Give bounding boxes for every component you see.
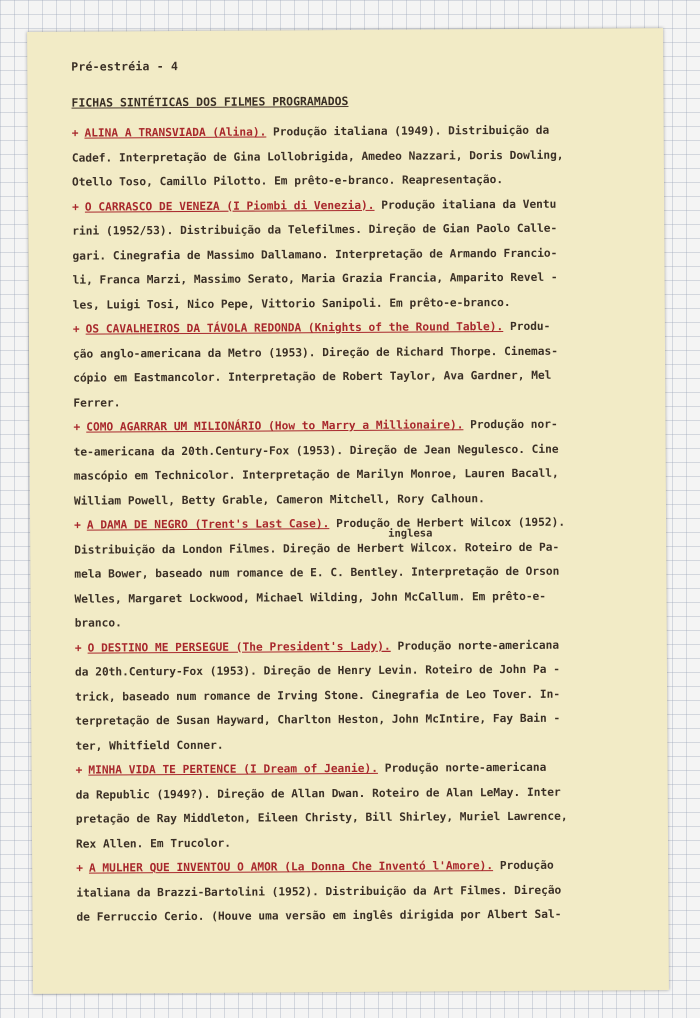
- page-header: Pré-estréia - 4: [71, 59, 179, 74]
- entry-line: mascópio em Technicolor. Interpretação de Marilyn Monroe, Lauren Bacall,: [73, 466, 559, 483]
- film-entry: [74, 510, 641, 636]
- film-entry: [76, 853, 642, 930]
- film-title: A MULHER QUE INVENTOU O AMOR (La Donna Che Inventó l'Amore).: [88, 859, 494, 875]
- entry-marker: +: [71, 126, 79, 140]
- film-title: O DESTINO ME PERSEGUE (The President's Lady).: [87, 639, 391, 655]
- handwritten-insertion: inglesa: [388, 527, 433, 540]
- entry-text: Produção italiana da Ventu: [374, 197, 557, 212]
- entry-text: Produção norte-americana: [390, 638, 560, 653]
- entry-line: cópio em Eastmancolor. Interpretação de Robert Taylor, Ava Gardner, Mel: [73, 368, 552, 385]
- entry-marker: +: [75, 763, 83, 777]
- entry-line: da 20th.Century-Fox (1953). Direção de Henry Levin. Roteiro de John Pa -: [74, 662, 560, 679]
- entry-first-line: [76, 853, 642, 881]
- entry-line: Otello Toso, Camillo Pilotto. Em prêto-e-branco. Reapresentação.: [71, 173, 504, 189]
- entry-marker: +: [76, 861, 83, 875]
- entry-text: Produção de Herbert Wilcox (1952).: [329, 515, 566, 531]
- entry-line: William Powell, Betty Grable, Cameron Mitchell, Rory Calhoun.: [73, 491, 485, 508]
- entry-line: Ferrer.: [73, 395, 121, 410]
- entry-marker: +: [74, 641, 82, 655]
- entry-text: Produção: [493, 858, 554, 873]
- entry-text: Produção norte-americana: [377, 760, 547, 775]
- entry-marker: +: [72, 322, 80, 336]
- film-title: ALINA A TRANSVIADA (Alina).: [84, 125, 267, 140]
- entry-marker: +: [74, 518, 81, 532]
- entry-line: da Republic (1949?). Direção de Allan Dwan. Roteiro de Alan LeMay. Inter: [75, 785, 561, 802]
- film-entry: [76, 755, 643, 856]
- film-title: MINHA VIDA TE PERTENCE (I Dream of Jeanie).: [88, 761, 378, 777]
- entry-line: Cadef. Interpretação de Gina Lollobrigida, Amedeo Nazzari, Doris Dowling,: [71, 148, 564, 165]
- film-title: OS CAVALHEIROS DA TÁVOLA REDONDA (Knights of the Round Table).: [85, 320, 504, 336]
- section-title: FICHAS SINTÉTICAS DOS FILMES PROGRAMADOS: [71, 93, 349, 110]
- entry-first-line: [76, 755, 642, 783]
- entry-line: te-americana da 20th.Century-Fox (1953). Direção de Jean Negulesco. Cine: [73, 442, 559, 459]
- entry-first-line: [72, 118, 638, 146]
- entry-line: Welles, Margaret Lockwood, Michael Wilding, John McCallum. Em prêto-e-: [74, 589, 547, 606]
- entry-line: pretação de Ray Middleton, Eileen Christy, Bill Shirley, Muriel Lawrence,: [75, 809, 568, 826]
- entry-line: gari. Cinegrafia de Massimo Dallamano. Interpretação de Armando Franciо-: [72, 246, 558, 263]
- typewritten-page: [27, 28, 669, 994]
- entry-line: trick, baseado num romance de Irving Stone. Cinegrafia de Leo Tover. In-: [75, 687, 561, 704]
- entry-first-line: [74, 510, 640, 538]
- film-title: A DAMA DE NEGRO (Trent's Last Case).: [86, 517, 330, 532]
- entry-line: ção anglo-americana da Metro (1953). Direção de Richard Thorpe. Cinemas-: [72, 344, 559, 361]
- entry-first-line: [72, 192, 638, 220]
- entry-marker: +: [72, 200, 79, 214]
- film-title: O CARRASCO DE VENEZA (I Piombi di Venezia).: [84, 198, 375, 214]
- film-entry: [73, 412, 640, 513]
- entry-text: Produção nor-: [463, 417, 558, 432]
- entry-line: ter, Whitfield Conner.: [75, 738, 224, 753]
- entry-line: Rex Allen. Em Trucolor.: [75, 836, 231, 851]
- entry-line: mela Bower, baseado num romance de E. C. Bentley. Interpretação de Orson: [74, 564, 560, 581]
- entry-line: branco.: [74, 616, 122, 630]
- entry-first-line: [73, 412, 639, 440]
- film-entry: [72, 192, 639, 318]
- entry-line: rini (1952/53). Distribuição da Telefilmes. Direção de Gian Paolo Calle-: [72, 221, 558, 238]
- entry-line: les, Luigi Tosi, Nico Pepe, Vittorio Sanipoli. Em prêto-e-branco.: [72, 295, 511, 312]
- entry-line: terpretação de Susan Hayward, Charlton Heston, John McIntire, Fay Bain -: [75, 711, 561, 728]
- film-entry: [73, 314, 640, 415]
- entry-text: Produ-: [503, 319, 551, 334]
- film-entry: [72, 118, 638, 195]
- entry-marker: +: [73, 420, 81, 434]
- entry-text: Produção italiana (1949). Distribuição da: [266, 123, 550, 139]
- film-title: COMO AGARRAR UM MILIONÁRIO (How to Marry a Millionaire).: [86, 418, 464, 434]
- film-entry: [75, 633, 642, 759]
- entry-first-line: [75, 633, 641, 661]
- entry-line: de Ferruccio Cerio. (Houve uma versão em inglês dirigida por Albert Sal-: [76, 907, 562, 924]
- entry-line: Distribuição da London Filmes. Direção de Herbert Wilcox. Roteiro de Pa-: [74, 540, 560, 557]
- entry-line: italiana da Brazzi-Bartolini (1952). Distribuição da Art Filmes. Direção: [76, 883, 562, 900]
- entry-first-line: [73, 314, 639, 342]
- entry-line: li, Franca Marzi, Massimo Serato, Maria Grazia Francia, Amparito Revel -: [72, 270, 558, 287]
- page-content: [71, 56, 642, 930]
